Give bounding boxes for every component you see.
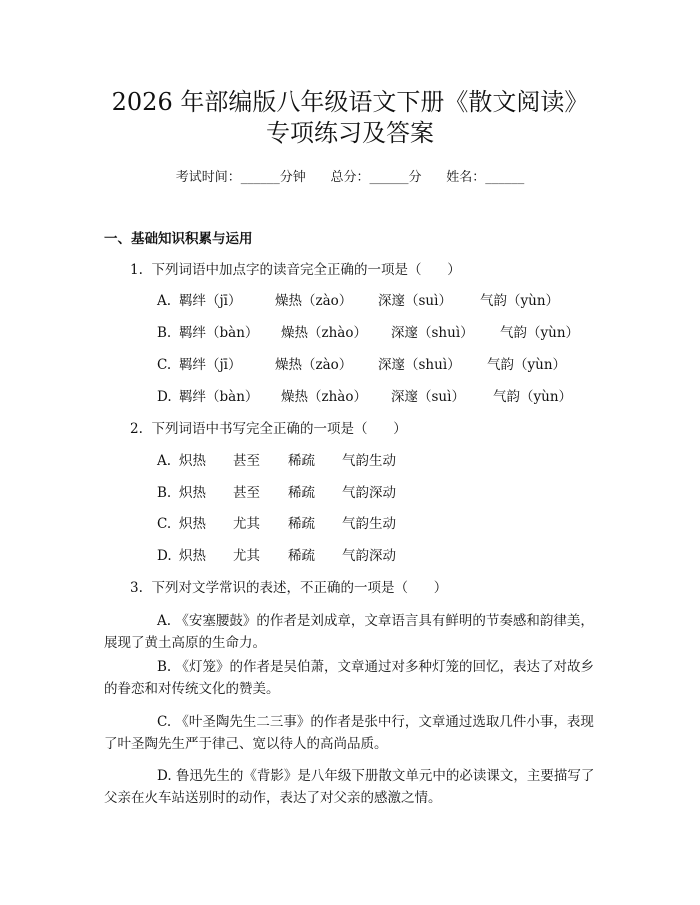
option-word: 燥热（zhào）	[281, 389, 367, 405]
option-word: 羁绊（bàn）	[179, 389, 259, 405]
option-word: 气韵生动	[342, 453, 396, 469]
option-word: 气韵（yùn）	[493, 389, 573, 405]
section-heading: 一、基础知识积累与运用	[104, 231, 253, 247]
option-word: 炽热	[179, 453, 206, 469]
q3-option-b: B. 《灯笼》的作者是吴伯萧，文章通过对多种灯笼的回忆，表达了对故乡的眷恋和对传统文化的赞美。	[104, 659, 595, 697]
option-word: 甚至	[233, 453, 260, 469]
option-label: C.	[157, 357, 172, 373]
document-title-line1: 2026 年部编版八年级语文下册《散文阅读》	[111, 88, 589, 116]
option-label: A.	[157, 293, 172, 309]
question-3-stem: 3. 下列对文学常识的表述，不正确的一项是（ ）	[130, 580, 448, 596]
option-label: D.	[157, 548, 172, 564]
option-word: 气韵（yùn）	[487, 357, 567, 373]
option-word: 深邃（shuì）	[391, 325, 474, 341]
option-word: 尤其	[233, 516, 260, 532]
option-word: 稀疏	[288, 516, 315, 532]
option-label: D.	[157, 389, 172, 405]
option-word: 燥热（zhào）	[281, 325, 367, 341]
option-word: 羁绊（jī）	[179, 293, 242, 309]
option-word: 甚至	[233, 485, 260, 501]
document-title-line2: 专项练习及答案	[266, 119, 434, 147]
q3-option-a: A. 《安塞腰鼓》的作者是刘成章，文章语言具有鲜明的节奏感和韵律美，展现了黄土高原的生命力。	[104, 613, 594, 651]
option-word: 羁绊（bàn）	[179, 325, 259, 341]
exam-meta: 考试时间：______分钟 总分：______分 姓名：______	[175, 170, 525, 185]
question-2-stem: 2. 下列词语中书写完全正确的一项是（ ）	[130, 421, 407, 437]
option-word: 深邃（suì）	[391, 389, 465, 405]
option-word: 深邃（shuì）	[378, 357, 461, 373]
q3-option-c: C. 《叶圣陶先生二三事》的作者是张中行，文章通过选取几件小事，表现了叶圣陶先生严于律己、宽以待人的高尚品质。	[104, 714, 594, 752]
option-word: 气韵生动	[342, 516, 396, 532]
option-word: 稀疏	[288, 453, 315, 469]
option-word: 深邃（suì）	[378, 293, 452, 309]
option-label: A.	[157, 453, 172, 469]
option-word: 炽热	[179, 485, 206, 501]
option-label: C.	[157, 516, 172, 532]
question-1-stem: 1. 下列词语中加点字的读音完全正确的一项是（ ）	[130, 262, 461, 278]
option-word: 燥热（zào）	[275, 357, 353, 373]
option-label: B.	[157, 485, 172, 501]
option-word: 炽热	[179, 548, 206, 564]
option-word: 气韵（yùn）	[480, 293, 560, 309]
option-word: 尤其	[233, 548, 260, 564]
option-word: 羁绊（jī）	[179, 357, 242, 373]
q3-option-d: D. 鲁迅先生的《背影》是八年级下册散文单元中的必读课文，主要描写了父亲在火车站送别时的动作，表达了对父亲的感激之情。	[104, 768, 595, 806]
option-word: 稀疏	[288, 485, 315, 501]
option-label: B.	[157, 325, 172, 341]
option-word: 气韵（yùn）	[500, 325, 580, 341]
option-word: 稀疏	[288, 548, 315, 564]
option-word: 燥热（zào）	[275, 293, 353, 309]
option-word: 气韵深动	[342, 548, 396, 564]
option-word: 气韵深动	[342, 485, 396, 501]
option-word: 炽热	[179, 516, 206, 532]
